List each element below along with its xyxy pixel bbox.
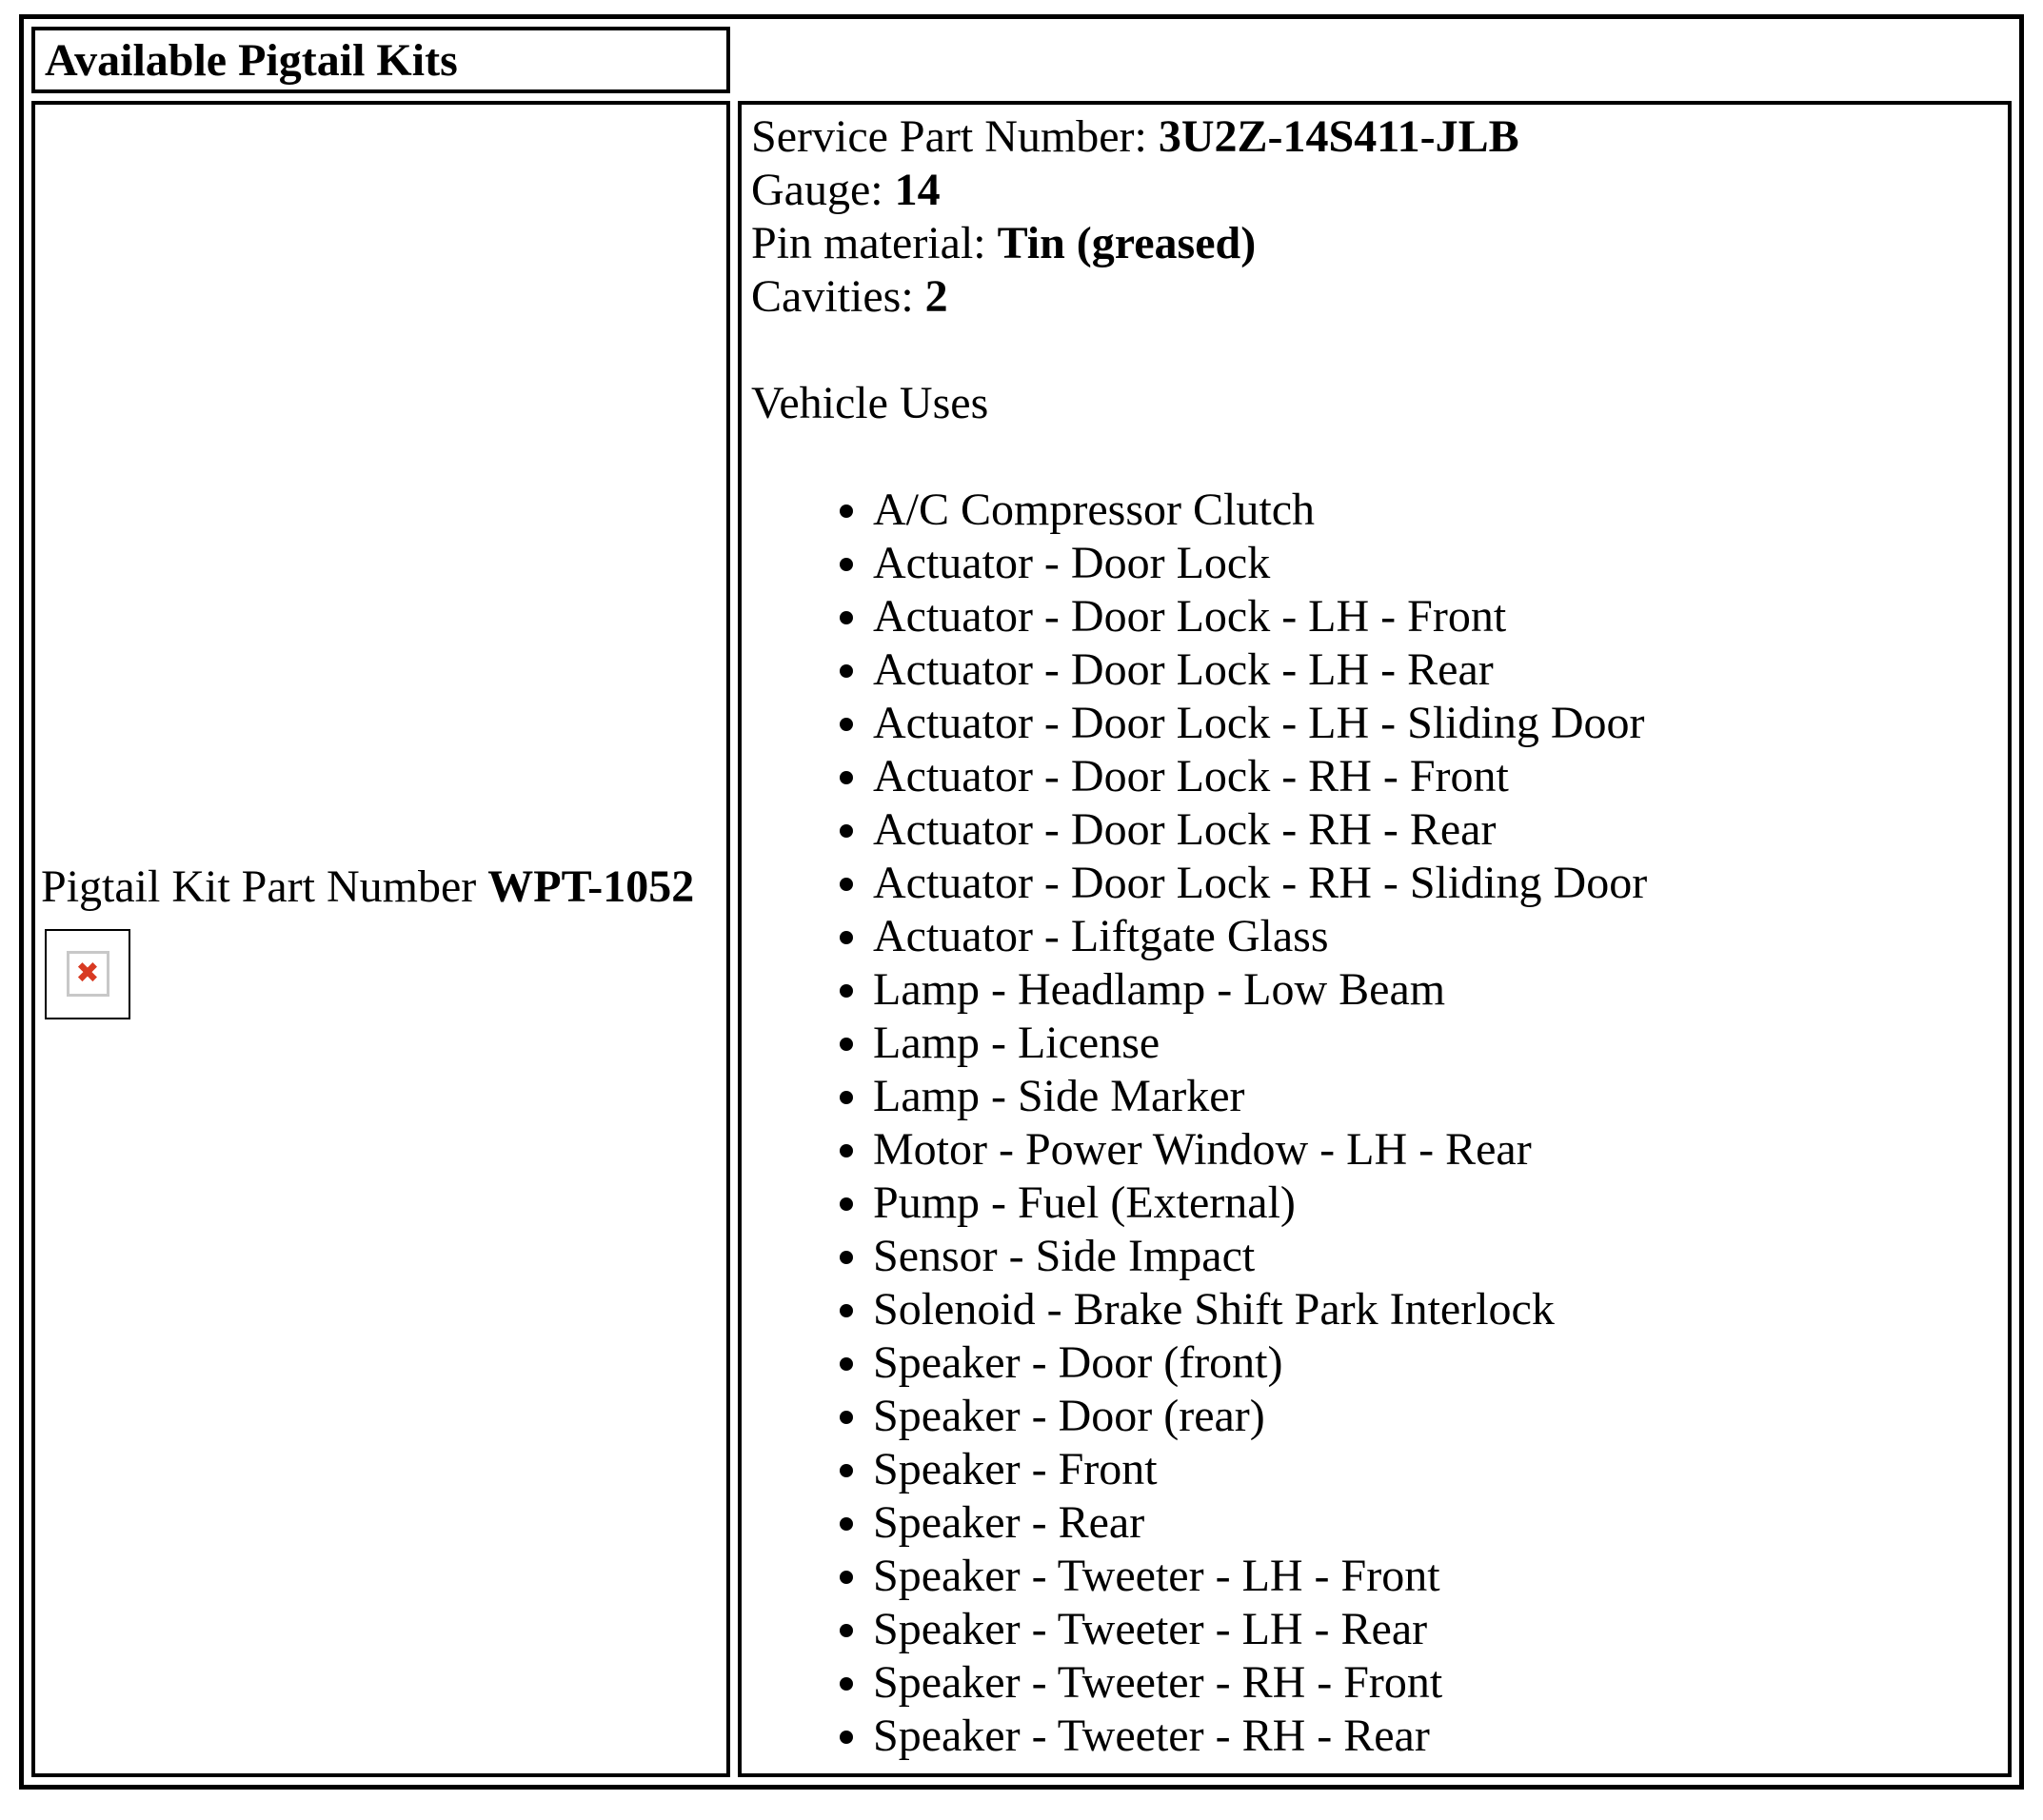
list-item: • Speaker - Door (front) <box>873 1336 1998 1390</box>
vehicle-uses-list <box>751 484 1998 1763</box>
field-value: 14 <box>894 165 941 215</box>
header-empty-cell <box>738 27 2012 93</box>
field-label: Cavities: <box>751 271 925 322</box>
pigtail-kit-line <box>41 860 694 914</box>
list-item: • Speaker - Tweeter - RH - Front <box>873 1656 1998 1710</box>
list-item: • Actuator - Door Lock - RH - Rear <box>873 803 1998 857</box>
field-value: 3U2Z-14S411-JLB <box>1158 111 1519 162</box>
list-item: • Actuator - Door Lock - LH - Front <box>873 590 1998 643</box>
table-body-row <box>31 101 2012 1777</box>
list-item: • Actuator - Door Lock - RH - Front <box>873 750 1998 803</box>
list-item: • Actuator - Door Lock <box>873 537 1998 590</box>
pigtail-kits-table <box>19 14 2024 1790</box>
field-gauge <box>751 164 1998 217</box>
field-value: Tin (greased) <box>997 218 1257 268</box>
field-value: 2 <box>924 271 948 322</box>
broken-image[interactable] <box>45 929 130 1019</box>
list-item: • A/C Compressor Clutch <box>873 484 1998 537</box>
kit-details-cell <box>738 101 2012 1777</box>
list-item: • Speaker - Door (rear) <box>873 1390 1998 1443</box>
field-service-part-number <box>751 110 1998 164</box>
red-x-icon: ✖ <box>75 957 100 990</box>
table-header-row <box>31 27 2012 93</box>
field-label: Service Part Number: <box>751 111 1159 162</box>
list-item: • Speaker - Tweeter - LH - Front <box>873 1550 1998 1603</box>
field-pin-material <box>751 217 1998 270</box>
list-item: • Lamp - Headlamp - Low Beam <box>873 963 1998 1017</box>
list-item: • Sensor - Side Impact <box>873 1230 1998 1283</box>
field-label: Gauge: <box>751 165 895 215</box>
list-item: • Lamp - Side Marker <box>873 1070 1998 1123</box>
pigtail-kit-label: Pigtail Kit Part Number <box>41 861 488 912</box>
list-item: • Actuator - Door Lock - RH - Sliding Door <box>873 857 1998 910</box>
broken-image-frame <box>67 951 109 997</box>
list-item: • Actuator - Door Lock - LH - Sliding Door <box>873 697 1998 750</box>
list-item: • Actuator - Liftgate Glass <box>873 910 1998 963</box>
list-item: • Actuator - Door Lock - LH - Rear <box>873 643 1998 697</box>
list-item: • Speaker - Tweeter - LH - Rear <box>873 1603 1998 1656</box>
list-item: • Pump - Fuel (External) <box>873 1177 1998 1230</box>
spacer <box>751 324 1998 377</box>
list-item: • Speaker - Front <box>873 1443 1998 1496</box>
list-item: • Speaker - Rear <box>873 1496 1998 1550</box>
list-item: • Solenoid - Brake Shift Park Interlock <box>873 1283 1998 1336</box>
pigtail-kit-cell <box>31 101 730 1777</box>
list-item: • Lamp - License <box>873 1017 1998 1070</box>
field-label: Pin material: <box>751 218 998 268</box>
spacer <box>751 430 1998 484</box>
list-item: • Motor - Power Window - LH - Rear <box>873 1123 1998 1177</box>
vehicle-uses-heading: Vehicle Uses <box>751 378 989 428</box>
field-cavities <box>751 270 1998 324</box>
table-title-cell <box>31 27 730 93</box>
list-item: • Speaker - Tweeter - RH - Rear <box>873 1710 1998 1763</box>
table-title: Available Pigtail Kits <box>45 34 458 86</box>
pigtail-kit-part-number: WPT-1052 <box>487 861 695 912</box>
